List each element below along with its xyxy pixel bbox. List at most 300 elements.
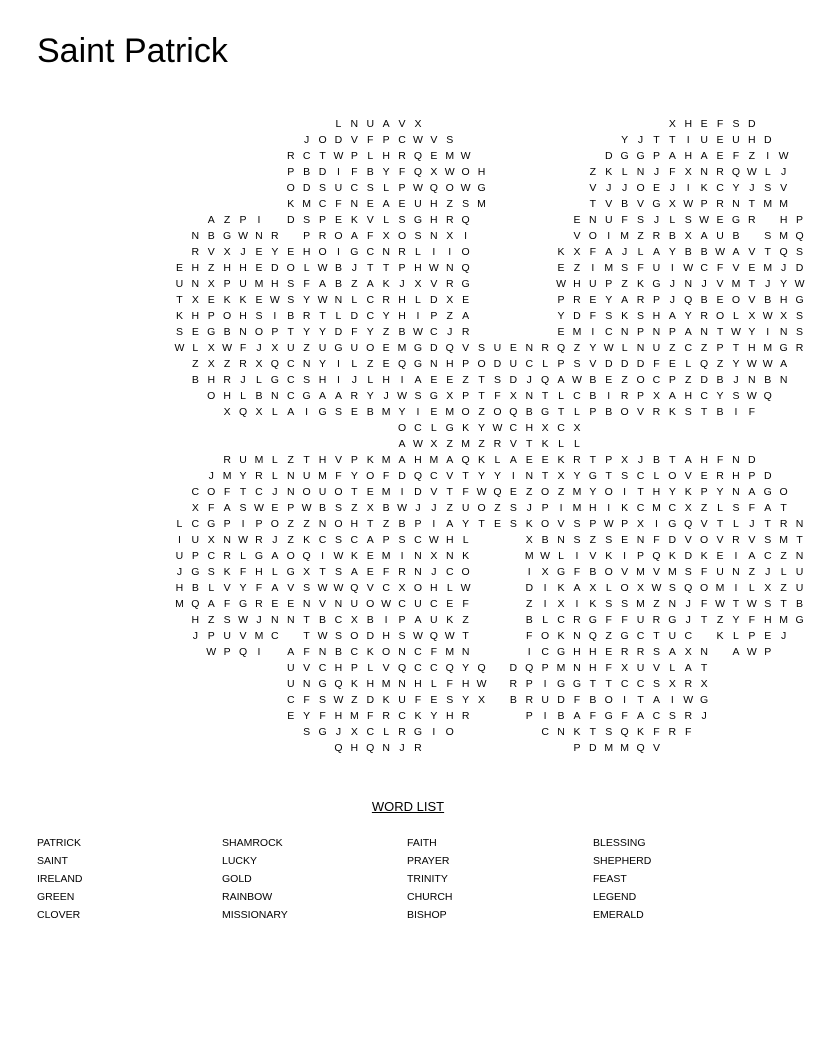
grid-letter[interactable]: N	[334, 598, 343, 610]
grid-letter[interactable]: Q	[684, 294, 693, 306]
grid-letter[interactable]: O	[541, 486, 550, 498]
grid-letter[interactable]: G	[350, 246, 359, 258]
grid-letter[interactable]: C	[350, 646, 359, 658]
grid-letter[interactable]: U	[700, 134, 708, 146]
grid-letter[interactable]: J	[669, 294, 675, 306]
grid-letter[interactable]: L	[733, 518, 739, 530]
grid-letter[interactable]: E	[430, 694, 438, 706]
grid-letter[interactable]: E	[668, 358, 676, 370]
grid-letter[interactable]: Z	[208, 614, 215, 626]
grid-letter[interactable]: J	[781, 262, 787, 274]
grid-letter[interactable]: Z	[589, 534, 597, 546]
grid-letter[interactable]: I	[432, 726, 436, 738]
grid-letter[interactable]: R	[286, 150, 295, 162]
grid-letter[interactable]: F	[462, 598, 469, 610]
grid-letter[interactable]: W	[317, 582, 328, 594]
grid-letter[interactable]: E	[509, 342, 517, 354]
grid-letter[interactable]: W	[333, 550, 344, 562]
grid-letter[interactable]: D	[668, 534, 677, 546]
grid-letter[interactable]: T	[605, 470, 612, 482]
grid-letter[interactable]: E	[605, 374, 613, 386]
grid-letter[interactable]: X	[684, 166, 692, 178]
grid-letter[interactable]: R	[748, 214, 756, 226]
grid-letter[interactable]: O	[397, 422, 407, 434]
grid-letter[interactable]: O	[493, 406, 502, 418]
grid-letter[interactable]: I	[432, 246, 436, 258]
grid-letter[interactable]: V	[430, 278, 438, 290]
grid-letter[interactable]: G	[334, 342, 343, 354]
grid-letter[interactable]: I	[670, 694, 674, 706]
grid-letter[interactable]: W	[492, 422, 503, 434]
grid-letter[interactable]: O	[700, 582, 709, 594]
grid-letter[interactable]: V	[509, 438, 517, 450]
grid-letter[interactable]: K	[525, 518, 533, 530]
grid-letter[interactable]: W	[715, 598, 725, 610]
grid-letter[interactable]: E	[207, 294, 215, 306]
grid-letter[interactable]: Q	[525, 662, 534, 674]
grid-letter[interactable]: S	[334, 630, 342, 642]
grid-letter[interactable]: R	[239, 358, 247, 370]
grid-letter[interactable]: V	[446, 470, 454, 482]
grid-letter[interactable]: H	[366, 678, 375, 690]
grid-letter[interactable]: V	[398, 118, 406, 130]
grid-letter[interactable]: N	[334, 294, 343, 306]
grid-letter[interactable]: R	[382, 294, 390, 306]
grid-letter[interactable]: L	[542, 358, 549, 370]
grid-letter[interactable]: P	[748, 630, 756, 642]
grid-letter[interactable]: C	[430, 598, 438, 610]
grid-letter[interactable]: A	[700, 150, 708, 162]
grid-letter[interactable]: O	[445, 182, 454, 194]
grid-letter[interactable]: G	[795, 294, 804, 306]
grid-letter[interactable]: K	[350, 214, 358, 226]
grid-letter[interactable]: U	[239, 278, 247, 290]
grid-letter[interactable]: V	[462, 342, 470, 354]
grid-letter[interactable]: S	[303, 582, 311, 594]
grid-letter[interactable]: T	[732, 342, 740, 354]
grid-letter[interactable]: C	[700, 262, 708, 274]
grid-letter[interactable]: A	[287, 406, 295, 418]
grid-letter[interactable]: G	[795, 614, 804, 626]
grid-letter[interactable]: R	[652, 614, 661, 626]
grid-letter[interactable]: C	[636, 502, 645, 514]
grid-letter[interactable]: L	[351, 358, 358, 370]
grid-letter[interactable]: J	[526, 374, 532, 386]
grid-letter[interactable]: J	[192, 630, 198, 642]
grid-letter[interactable]: L	[748, 582, 755, 594]
grid-letter[interactable]: E	[605, 646, 613, 658]
grid-letter[interactable]: H	[589, 662, 597, 674]
grid-letter[interactable]: N	[191, 278, 200, 290]
grid-letter[interactable]: B	[700, 246, 708, 258]
grid-letter[interactable]: X	[207, 534, 215, 546]
grid-letter[interactable]: F	[573, 566, 581, 578]
grid-letter[interactable]: D	[509, 662, 518, 674]
grid-letter[interactable]: Y	[684, 310, 692, 322]
grid-letter[interactable]: S	[637, 214, 645, 226]
grid-letter[interactable]: Y	[462, 662, 470, 674]
grid-letter[interactable]: M	[349, 710, 359, 722]
grid-letter[interactable]: L	[240, 390, 246, 402]
grid-letter[interactable]: S	[334, 406, 342, 418]
grid-letter[interactable]: M	[604, 262, 614, 274]
grid-letter[interactable]: M	[445, 646, 455, 658]
grid-letter[interactable]: W	[333, 694, 344, 706]
grid-letter[interactable]: P	[637, 326, 645, 338]
grid-letter[interactable]: U	[795, 582, 804, 594]
grid-letter[interactable]: R	[573, 294, 581, 306]
grid-letter[interactable]: E	[255, 262, 263, 274]
grid-letter[interactable]: X	[350, 726, 358, 738]
grid-letter[interactable]: A	[271, 582, 279, 594]
grid-letter[interactable]: Y	[478, 470, 486, 482]
grid-letter[interactable]: B	[319, 614, 327, 626]
grid-letter[interactable]: H	[684, 118, 693, 130]
grid-letter[interactable]: W	[317, 630, 328, 642]
grid-letter[interactable]: W	[397, 390, 407, 402]
grid-letter[interactable]: I	[400, 486, 404, 498]
grid-letter[interactable]: B	[716, 406, 724, 418]
grid-letter[interactable]: Q	[461, 262, 470, 274]
grid-letter[interactable]: F	[303, 278, 310, 290]
grid-letter[interactable]: T	[637, 486, 644, 498]
grid-letter[interactable]: F	[748, 406, 756, 418]
grid-letter[interactable]: R	[318, 230, 327, 242]
grid-letter[interactable]: F	[319, 710, 326, 722]
grid-letter[interactable]: W	[603, 342, 614, 354]
grid-letter[interactable]: G	[636, 150, 645, 162]
grid-letter[interactable]: N	[430, 358, 438, 370]
grid-letter[interactable]: B	[541, 534, 549, 546]
grid-letter[interactable]: E	[525, 454, 533, 466]
grid-letter[interactable]: C	[668, 502, 677, 514]
grid-letter[interactable]: Q	[397, 358, 407, 370]
grid-letter[interactable]: E	[287, 710, 295, 722]
grid-letter[interactable]: C	[271, 630, 279, 642]
grid-letter[interactable]: M	[381, 550, 391, 562]
grid-letter[interactable]: J	[622, 246, 628, 258]
grid-letter[interactable]: T	[541, 470, 549, 482]
grid-letter[interactable]: P	[287, 166, 295, 178]
grid-letter[interactable]: M	[381, 454, 391, 466]
grid-letter[interactable]: D	[334, 326, 343, 338]
grid-letter[interactable]: B	[525, 614, 533, 626]
grid-letter[interactable]: G	[413, 358, 423, 370]
grid-letter[interactable]: C	[430, 326, 438, 338]
grid-letter[interactable]: W	[238, 230, 248, 242]
grid-letter[interactable]: F	[621, 214, 628, 226]
grid-letter[interactable]: E	[430, 406, 438, 418]
grid-letter[interactable]: Z	[780, 550, 787, 562]
grid-letter[interactable]: I	[623, 550, 627, 562]
grid-letter[interactable]: I	[400, 550, 404, 562]
grid-letter[interactable]: G	[191, 566, 200, 578]
grid-letter[interactable]: B	[191, 582, 199, 594]
grid-letter[interactable]: T	[764, 246, 771, 258]
grid-letter[interactable]: Q	[413, 150, 423, 162]
grid-letter[interactable]: K	[589, 598, 597, 610]
grid-letter[interactable]: W	[746, 358, 757, 370]
grid-letter[interactable]: J	[399, 278, 405, 290]
grid-letter[interactable]: S	[732, 390, 740, 402]
grid-letter[interactable]: G	[652, 198, 661, 210]
grid-letter[interactable]: D	[350, 310, 359, 322]
grid-letter[interactable]: C	[318, 534, 327, 546]
grid-letter[interactable]: S	[764, 182, 772, 194]
grid-letter[interactable]: V	[319, 598, 327, 610]
grid-letter[interactable]: N	[318, 518, 327, 530]
grid-letter[interactable]: S	[652, 678, 660, 690]
grid-letter[interactable]: E	[255, 246, 263, 258]
grid-letter[interactable]: L	[621, 166, 628, 178]
grid-letter[interactable]: E	[573, 214, 581, 226]
grid-letter[interactable]: C	[286, 390, 295, 402]
grid-letter[interactable]: S	[175, 326, 183, 338]
grid-letter[interactable]: C	[398, 134, 406, 146]
grid-letter[interactable]: Y	[366, 326, 374, 338]
grid-letter[interactable]: Z	[573, 342, 581, 354]
grid-letter[interactable]: C	[557, 422, 565, 434]
grid-letter[interactable]: F	[732, 150, 740, 162]
grid-letter[interactable]: J	[176, 566, 183, 578]
grid-letter[interactable]: Y	[319, 326, 327, 338]
grid-letter[interactable]: S	[287, 294, 295, 306]
grid-letter[interactable]: M	[556, 662, 566, 674]
grid-letter[interactable]: T	[589, 198, 597, 210]
grid-letter[interactable]: X	[573, 246, 581, 258]
grid-letter[interactable]: Z	[605, 630, 612, 642]
grid-letter[interactable]: I	[686, 182, 690, 194]
grid-letter[interactable]: X	[700, 678, 708, 690]
grid-letter[interactable]: Q	[445, 342, 454, 354]
grid-letter[interactable]: Y	[605, 294, 613, 306]
grid-letter[interactable]: B	[589, 566, 597, 578]
grid-letter[interactable]: J	[622, 182, 628, 194]
grid-letter[interactable]: I	[336, 166, 340, 178]
grid-letter[interactable]: F	[700, 598, 708, 610]
grid-letter[interactable]: N	[620, 326, 629, 338]
grid-letter[interactable]: F	[494, 390, 501, 402]
grid-letter[interactable]: Y	[398, 406, 406, 418]
grid-letter[interactable]: O	[286, 262, 295, 274]
grid-letter[interactable]: V	[223, 582, 231, 594]
grid-letter[interactable]: R	[398, 566, 406, 578]
grid-letter[interactable]: A	[414, 614, 422, 626]
grid-letter[interactable]: B	[223, 326, 231, 338]
grid-letter[interactable]: S	[398, 534, 406, 546]
grid-letter[interactable]: V	[303, 662, 311, 674]
grid-letter[interactable]: I	[559, 502, 563, 514]
grid-letter[interactable]: T	[319, 566, 326, 578]
grid-letter[interactable]: S	[605, 310, 613, 322]
grid-letter[interactable]: Z	[287, 518, 294, 530]
grid-letter[interactable]: B	[589, 694, 597, 706]
grid-letter[interactable]: Q	[684, 518, 693, 530]
grid-letter[interactable]: L	[621, 342, 628, 354]
grid-letter[interactable]: M	[636, 598, 645, 610]
grid-letter[interactable]: T	[239, 486, 247, 498]
grid-letter[interactable]: A	[350, 566, 358, 578]
grid-letter[interactable]: Z	[351, 694, 358, 706]
grid-letter[interactable]: T	[700, 614, 708, 626]
grid-letter[interactable]: K	[557, 246, 565, 258]
grid-letter[interactable]: Y	[478, 422, 486, 434]
grid-letter[interactable]: Y	[382, 166, 390, 178]
grid-letter[interactable]: F	[653, 358, 660, 370]
grid-letter[interactable]: E	[589, 294, 597, 306]
grid-letter[interactable]: U	[541, 694, 549, 706]
grid-letter[interactable]: C	[430, 662, 438, 674]
grid-letter[interactable]: G	[779, 342, 788, 354]
grid-letter[interactable]: G	[477, 182, 486, 194]
grid-letter[interactable]: M	[779, 198, 788, 210]
grid-letter[interactable]: H	[700, 454, 708, 466]
grid-letter[interactable]: X	[541, 566, 549, 578]
grid-letter[interactable]: V	[573, 230, 581, 242]
grid-letter[interactable]: L	[558, 390, 564, 402]
grid-letter[interactable]: M	[254, 454, 264, 466]
grid-letter[interactable]: I	[734, 406, 738, 418]
grid-letter[interactable]: S	[334, 502, 342, 514]
grid-letter[interactable]: R	[414, 742, 422, 754]
grid-letter[interactable]: T	[653, 134, 660, 146]
grid-letter[interactable]: A	[271, 550, 279, 562]
grid-letter[interactable]: Z	[716, 614, 724, 626]
grid-letter[interactable]: K	[573, 726, 581, 738]
grid-letter[interactable]: L	[542, 614, 549, 626]
grid-letter[interactable]: R	[652, 230, 661, 242]
grid-letter[interactable]: R	[716, 470, 724, 482]
grid-letter[interactable]: M	[667, 566, 677, 578]
grid-letter[interactable]: Y	[319, 358, 327, 370]
grid-letter[interactable]: X	[430, 166, 438, 178]
grid-letter[interactable]: K	[605, 166, 613, 178]
grid-letter[interactable]: D	[525, 582, 534, 594]
grid-letter[interactable]: P	[652, 294, 660, 306]
grid-letter[interactable]: O	[731, 294, 741, 306]
grid-letter[interactable]: C	[684, 630, 693, 642]
grid-letter[interactable]: C	[366, 246, 375, 258]
grid-letter[interactable]: B	[764, 294, 772, 306]
grid-letter[interactable]: O	[302, 486, 311, 498]
grid-letter[interactable]: B	[621, 198, 629, 210]
grid-letter[interactable]: K	[462, 550, 470, 562]
grid-letter[interactable]: G	[254, 550, 264, 562]
grid-letter[interactable]: Z	[478, 406, 485, 418]
grid-letter[interactable]: K	[350, 678, 358, 690]
grid-letter[interactable]: O	[461, 406, 470, 418]
grid-letter[interactable]: D	[748, 118, 756, 130]
grid-letter[interactable]: J	[240, 246, 246, 258]
grid-letter[interactable]: J	[351, 374, 357, 386]
grid-letter[interactable]: E	[398, 198, 406, 210]
grid-letter[interactable]: F	[685, 726, 692, 738]
grid-letter[interactable]: W	[444, 166, 455, 178]
grid-letter[interactable]: Q	[270, 358, 279, 370]
grid-letter[interactable]: Z	[367, 358, 374, 370]
grid-letter[interactable]: O	[668, 470, 677, 482]
grid-letter[interactable]: U	[509, 358, 518, 370]
grid-letter[interactable]: X	[668, 678, 676, 690]
grid-letter[interactable]: Z	[700, 502, 708, 514]
grid-letter[interactable]: X	[684, 646, 692, 658]
grid-letter[interactable]: O	[461, 246, 470, 258]
grid-letter[interactable]: F	[446, 678, 453, 690]
grid-letter[interactable]: X	[684, 502, 692, 514]
grid-letter[interactable]: W	[746, 598, 757, 610]
grid-letter[interactable]: D	[302, 182, 311, 194]
grid-letter[interactable]: G	[318, 726, 327, 738]
grid-letter[interactable]: H	[223, 390, 231, 402]
grid-letter[interactable]: T	[669, 454, 676, 466]
grid-letter[interactable]: F	[367, 134, 374, 146]
grid-letter[interactable]: Y	[716, 390, 724, 402]
grid-letter[interactable]: Z	[303, 518, 310, 530]
grid-letter[interactable]: X	[652, 390, 660, 402]
grid-letter[interactable]: R	[461, 326, 470, 338]
grid-letter[interactable]: O	[286, 182, 295, 194]
grid-letter[interactable]: D	[286, 214, 295, 226]
grid-letter[interactable]: X	[621, 454, 629, 466]
grid-letter[interactable]: V	[637, 406, 645, 418]
grid-letter[interactable]: S	[764, 230, 772, 242]
grid-letter[interactable]: U	[430, 614, 438, 626]
grid-letter[interactable]: N	[636, 342, 645, 354]
grid-letter[interactable]: G	[604, 710, 613, 722]
grid-letter[interactable]: O	[366, 342, 375, 354]
grid-letter[interactable]: G	[238, 598, 248, 610]
grid-letter[interactable]: E	[493, 518, 501, 530]
grid-letter[interactable]: H	[414, 262, 422, 274]
grid-letter[interactable]: P	[398, 262, 406, 274]
grid-letter[interactable]: T	[748, 278, 756, 290]
grid-letter[interactable]: P	[255, 518, 263, 530]
grid-letter[interactable]: P	[605, 454, 613, 466]
grid-letter[interactable]: S	[764, 598, 772, 610]
grid-letter[interactable]: J	[765, 566, 771, 578]
grid-letter[interactable]: Y	[493, 470, 501, 482]
grid-letter[interactable]: Q	[238, 646, 248, 658]
grid-letter[interactable]: R	[573, 454, 581, 466]
grid-letter[interactable]: K	[350, 550, 358, 562]
grid-letter[interactable]: B	[589, 390, 597, 402]
grid-letter[interactable]: P	[700, 486, 708, 498]
grid-letter[interactable]: Y	[366, 390, 374, 402]
grid-letter[interactable]: D	[318, 166, 327, 178]
grid-letter[interactable]: M	[763, 342, 773, 354]
grid-letter[interactable]: P	[207, 310, 215, 322]
grid-letter[interactable]: K	[223, 566, 231, 578]
grid-letter[interactable]: S	[684, 566, 692, 578]
grid-letter[interactable]: X	[366, 502, 374, 514]
grid-letter[interactable]: H	[318, 374, 327, 386]
grid-letter[interactable]: S	[303, 214, 311, 226]
grid-letter[interactable]: I	[607, 502, 611, 514]
grid-letter[interactable]: J	[637, 134, 644, 146]
grid-letter[interactable]: Y	[732, 182, 740, 194]
grid-letter[interactable]: T	[319, 150, 326, 162]
grid-letter[interactable]: C	[430, 470, 438, 482]
grid-letter[interactable]: L	[367, 662, 374, 674]
grid-letter[interactable]: Y	[557, 310, 565, 322]
grid-letter[interactable]: U	[652, 342, 661, 354]
grid-letter[interactable]: C	[366, 310, 375, 322]
grid-letter[interactable]: D	[557, 694, 565, 706]
grid-letter[interactable]: T	[303, 454, 310, 466]
grid-letter[interactable]: W	[238, 614, 248, 626]
grid-letter[interactable]: V	[366, 214, 374, 226]
grid-letter[interactable]: K	[716, 630, 724, 642]
